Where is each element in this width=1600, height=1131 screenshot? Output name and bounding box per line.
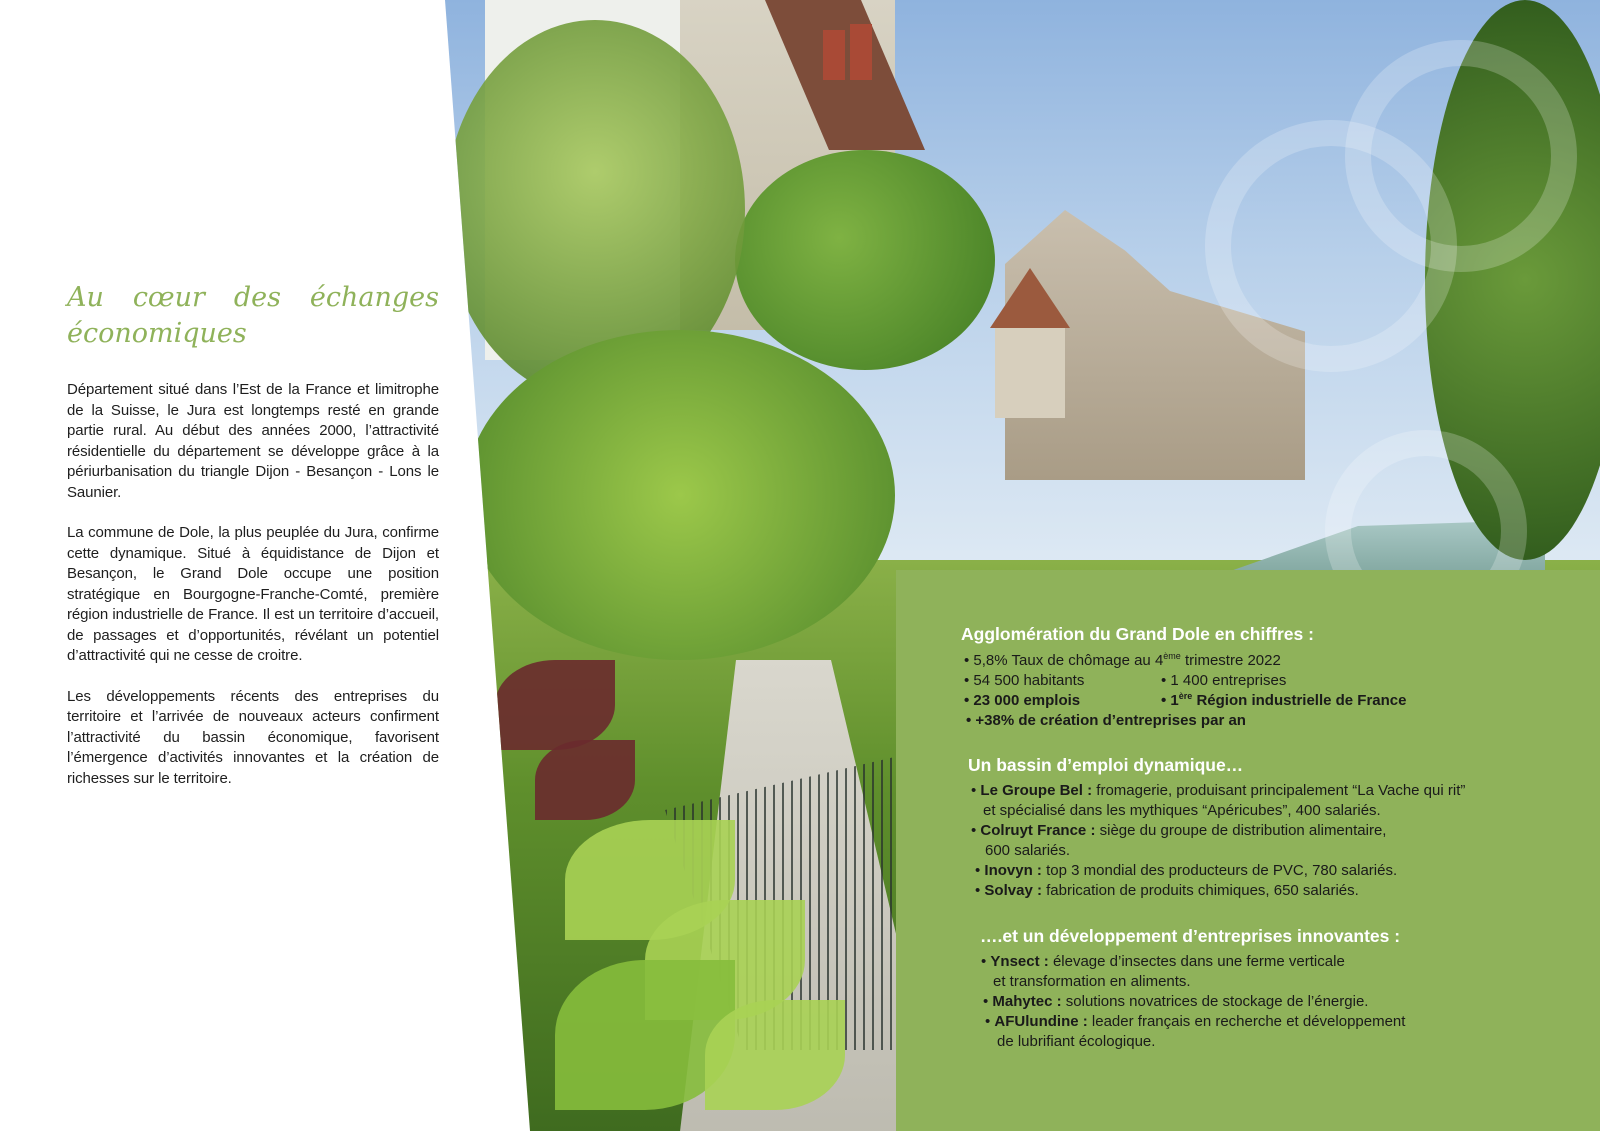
- intro-column: [67, 280, 439, 809]
- stat-unemployment: • 5,8% Taux de chômage au 4ème trimestre 2022: [964, 651, 1281, 669]
- innovator-item-cont: de lubrifiant écologique.: [997, 1033, 1156, 1050]
- innovator-item: • AFUlundine : leader français en recherche et développement: [985, 1013, 1406, 1030]
- watermark-logo: [1345, 40, 1577, 272]
- employer-item: • Inovyn : top 3 mondial des producteurs de PVC, 780 salariés.: [975, 862, 1398, 879]
- stats-title: Agglomération du Grand Dole en chiffres :: [961, 624, 1314, 644]
- employer-item: • Colruyt France : siège du groupe de distribution alimentaire,: [971, 822, 1387, 839]
- innovator-name: Mahytec :: [992, 993, 1062, 1010]
- innovator-name: Ynsect :: [990, 953, 1049, 970]
- page-heading: Au cœur des échanges économiques: [67, 282, 439, 349]
- photo-chimney: [823, 30, 845, 80]
- stat-unemployment-text: 5,8% Taux de chômage au 4: [973, 652, 1164, 669]
- employer-name: Le Groupe Bel :: [980, 782, 1093, 799]
- stat-companies-text: 1 400 entreprises: [1170, 672, 1287, 689]
- photo-chimney: [850, 24, 872, 80]
- innovator-desc: solutions novatrices de stockage de l’énergie.: [1061, 993, 1369, 1010]
- innovator-item-cont: et transformation en aliments.: [993, 973, 1191, 990]
- innovator-desc: leader français en recherche et développement: [1087, 1013, 1406, 1030]
- employer-desc: siège du groupe de distribution alimentaire,: [1095, 822, 1387, 839]
- employer-desc: top 3 mondial des producteurs de PVC, 780 salariés.: [1041, 862, 1398, 879]
- intro-paragraph-2: La commune de Dole, la plus peuplée du Jura, confirme cette dynamique. Situé à équidistance de Dijon et Besançon, le Grand Dole occupe une position stratégique en Bourgogne-Franche-Comté, première région industrielle de France. Il est un territoire d’accueil, de passages et d’opportunités, révélant un potentiel d’attractivité qui ne cesse de croitre.: [67, 524, 439, 664]
- intro-paragraph-1: Département situé dans l’Est de la France et limitrophe de la Suisse, le Jura est longtemps resté en grande partie rural. Au début des années 2000, l’attractivité résidentielle du département se développe grâce à la périurbanisation du triangle Dijon - Besançon - Lons le Saunier.: [67, 381, 439, 501]
- photo-tower: [995, 328, 1065, 418]
- employer-item-cont: 600 salariés.: [985, 842, 1071, 859]
- info-panel: [896, 570, 1600, 1131]
- stat-jobs: • 23 000 emplois: [964, 692, 1081, 709]
- stat-region-text: Région industrielle de France: [1192, 692, 1407, 709]
- stat-region: • 1ère Région industrielle de France: [1161, 691, 1407, 709]
- stat-inhabitants-text: 54 500 habitants: [973, 672, 1085, 689]
- employer-desc: fabrication de produits chimiques, 650 salariés.: [1041, 882, 1359, 899]
- stat-companies: • 1 400 entreprises: [1161, 672, 1287, 689]
- employment-title: Un bassin d’emploi dynamique…: [968, 755, 1244, 775]
- employer-name: Solvay :: [984, 882, 1042, 899]
- photo-bushes: [465, 330, 895, 660]
- innovation-title: ….et un développement d’entreprises innovantes :: [980, 926, 1401, 946]
- employer-name: Inovyn :: [984, 862, 1042, 879]
- photo-red-foliage: [495, 660, 615, 750]
- employer-item-cont: et spécialisé dans les mythiques “Apéricubes”, 400 salariés.: [983, 802, 1381, 819]
- stat-creation-text: +38% de création d’entreprises par an: [975, 712, 1246, 729]
- intro-paragraph-3: Les développements récents des entreprises du territoire et l’arrivée de nouveaux acteurs confirment l’attractivité du bassin économique, favorisent l’émergence d’activités innovantes et la création de richesses sur le territoire.: [67, 687, 439, 787]
- innovator-item: • Mahytec : solutions novatrices de stockage de l’énergie.: [983, 993, 1369, 1010]
- employer-name: Colruyt France :: [980, 822, 1096, 839]
- stat-creation: • +38% de création d’entreprises par an: [966, 712, 1246, 729]
- stat-jobs-text: 23 000 emplois: [973, 692, 1081, 709]
- stat-region-num: 1: [1170, 692, 1179, 709]
- innovator-name: AFUlundine :: [994, 1013, 1088, 1030]
- photo-leaf: [705, 1000, 845, 1110]
- employer-item: • Le Groupe Bel : fromagerie, produisant principalement “La Vache qui rit”: [971, 782, 1466, 799]
- stat-unemployment-sup: ème: [1163, 651, 1181, 661]
- photo-red-foliage: [535, 740, 635, 820]
- stat-region-sup: ère: [1178, 691, 1193, 701]
- employer-desc: fromagerie, produisant principalement “La Vache qui rit”: [1092, 782, 1466, 799]
- employer-item: • Solvay : fabrication de produits chimiques, 650 salariés.: [975, 882, 1359, 899]
- innovator-desc: élevage d’insectes dans une ferme verticale: [1048, 953, 1345, 970]
- stat-inhabitants: • 54 500 habitants: [964, 672, 1085, 689]
- innovator-item: • Ynsect : élevage d’insectes dans une ferme verticale: [981, 953, 1345, 970]
- stat-unemployment-suffix: trimestre 2022: [1180, 652, 1281, 669]
- photo-tree: [735, 150, 995, 370]
